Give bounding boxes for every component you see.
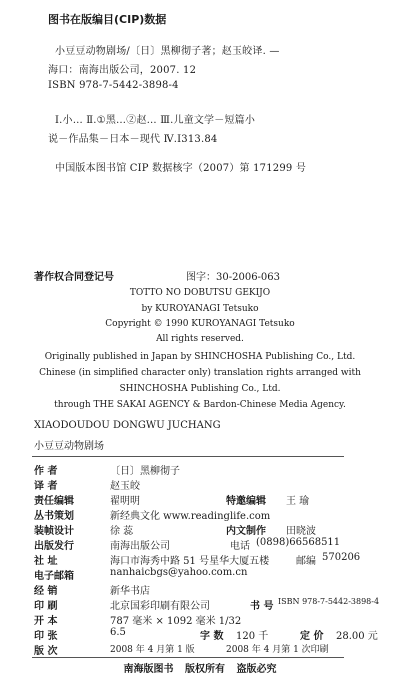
format-value: 787 毫米 × 1092 毫米 1/32 <box>110 616 242 627</box>
cip-isbn-line: ISBN 978-7-5442-3898-4 <box>48 80 179 91</box>
design-label: 装帧设计 <box>34 526 74 537</box>
original-publisher: Originally published in Japan by SHINCHOSHA Publishing Co., Ltd. <box>44 352 356 362</box>
registration-value: 图字：30-2006-063 <box>186 272 281 283</box>
sheets-label: 印 张 <box>34 631 58 642</box>
production-value: 田晓波 <box>286 526 316 537</box>
registration-label: 著作权合同登记号 <box>34 272 114 283</box>
phone-label: 电话 <box>230 541 250 552</box>
publisher-value: 南海出版公司 <box>110 541 170 552</box>
copyright-footer: 南海版图书 版权所有 盗版必究 <box>123 664 277 674</box>
isbn-label: 书 号 <box>250 601 274 612</box>
distributor-label: 经 销 <box>34 586 58 597</box>
publisher-label: 出版发行 <box>34 541 74 552</box>
special-editor-value: 王 瑜 <box>286 496 310 507</box>
address-value: 海口市海秀中路 51 号星华大厦五楼 <box>110 556 270 567</box>
cip-title-line: 小豆豆动物剧场/〔日〕黑柳彻子著；赵玉皎译. — <box>55 46 280 57</box>
isbn-value: ISBN 978-7-5442-3898-4 <box>278 597 380 606</box>
cip-heading: 图书在版编目(CIP)数据 <box>48 13 167 26</box>
cip-record-number: 中国版本图书馆 CIP 数据核字（2007）第 171299 号 <box>55 163 307 174</box>
cip-classification-line: Ⅰ.小… Ⅱ.①黑…②赵… Ⅲ.儿童文学－短篇小 <box>55 115 256 126</box>
planner-value: 新经典文化 www.readinglife.com <box>110 511 271 522</box>
rights-agency: through THE SAKAI AGENCY & Bardon-Chinese Media Agency. <box>54 400 346 410</box>
editor-label: 责任编辑 <box>34 496 74 507</box>
words-value: 120 千 <box>236 631 269 642</box>
email-label: 电子邮箱 <box>34 571 74 582</box>
address-label: 社 址 <box>34 556 58 567</box>
distributor-value: 新华书店 <box>110 586 150 597</box>
email-value: nanhaicbgs@yahoo.com.cn <box>110 567 248 578</box>
postcode-label: 邮编 <box>296 556 316 567</box>
printer-value: 北京国彩印刷有限公司 <box>110 601 210 612</box>
phone-value: (0898)66568511 <box>256 537 341 548</box>
title-pinyin: XIAODOUDOU DONGWU JUCHANG <box>34 420 221 431</box>
format-label: 开 本 <box>34 616 58 627</box>
special-editor-label: 特邀编辑 <box>226 496 266 507</box>
rights-reserved: All rights reserved. <box>156 334 244 344</box>
printer-label: 印 刷 <box>34 601 58 612</box>
translator-value: 赵玉皎 <box>110 481 140 492</box>
edition-label: 版 次 <box>34 646 58 657</box>
planner-label: 丛书策划 <box>34 511 74 522</box>
divider-top <box>32 456 344 457</box>
author-value: 〔日〕黑柳彻子 <box>110 466 180 477</box>
price-label: 定 价 <box>300 631 324 642</box>
printing-value: 2008 年 4 月第 1 次印刷 <box>226 645 329 655</box>
production-label: 内文制作 <box>226 526 266 537</box>
translation-rights: Chinese (in simplified character only) translation rights arranged with <box>39 368 361 378</box>
translator-label: 译 者 <box>34 481 58 492</box>
editor-value: 翟明明 <box>110 496 140 507</box>
rights-holder: SHINCHOSHA Publishing Co., Ltd. <box>119 384 281 394</box>
sheets-value: 6.5 <box>110 627 126 638</box>
copyright-line: Copyright © 1990 KUROYANAGI Tetsuko <box>105 319 295 329</box>
divider-bottom <box>32 657 344 658</box>
original-author: by KUROYANAGI Tetsuko <box>141 304 259 314</box>
title-chinese: 小豆豆动物剧场 <box>34 441 104 452</box>
postcode-value: 570206 <box>322 552 361 563</box>
cip-publisher-line: 海口：南海出版公司，2007. 12 <box>48 65 197 76</box>
words-label: 字 数 <box>200 631 224 642</box>
original-title: TOTTO NO DOBUTSU GEKIJO <box>129 288 271 298</box>
author-label: 作 者 <box>34 466 58 477</box>
price-value: 28.00 元 <box>336 631 378 642</box>
cip-classification-line-2: 说－作品集－日本－现代 Ⅳ.I313.84 <box>48 134 218 145</box>
edition-value: 2008 年 4 月第 1 版 <box>110 645 195 655</box>
design-value: 徐 蕊 <box>110 526 134 537</box>
